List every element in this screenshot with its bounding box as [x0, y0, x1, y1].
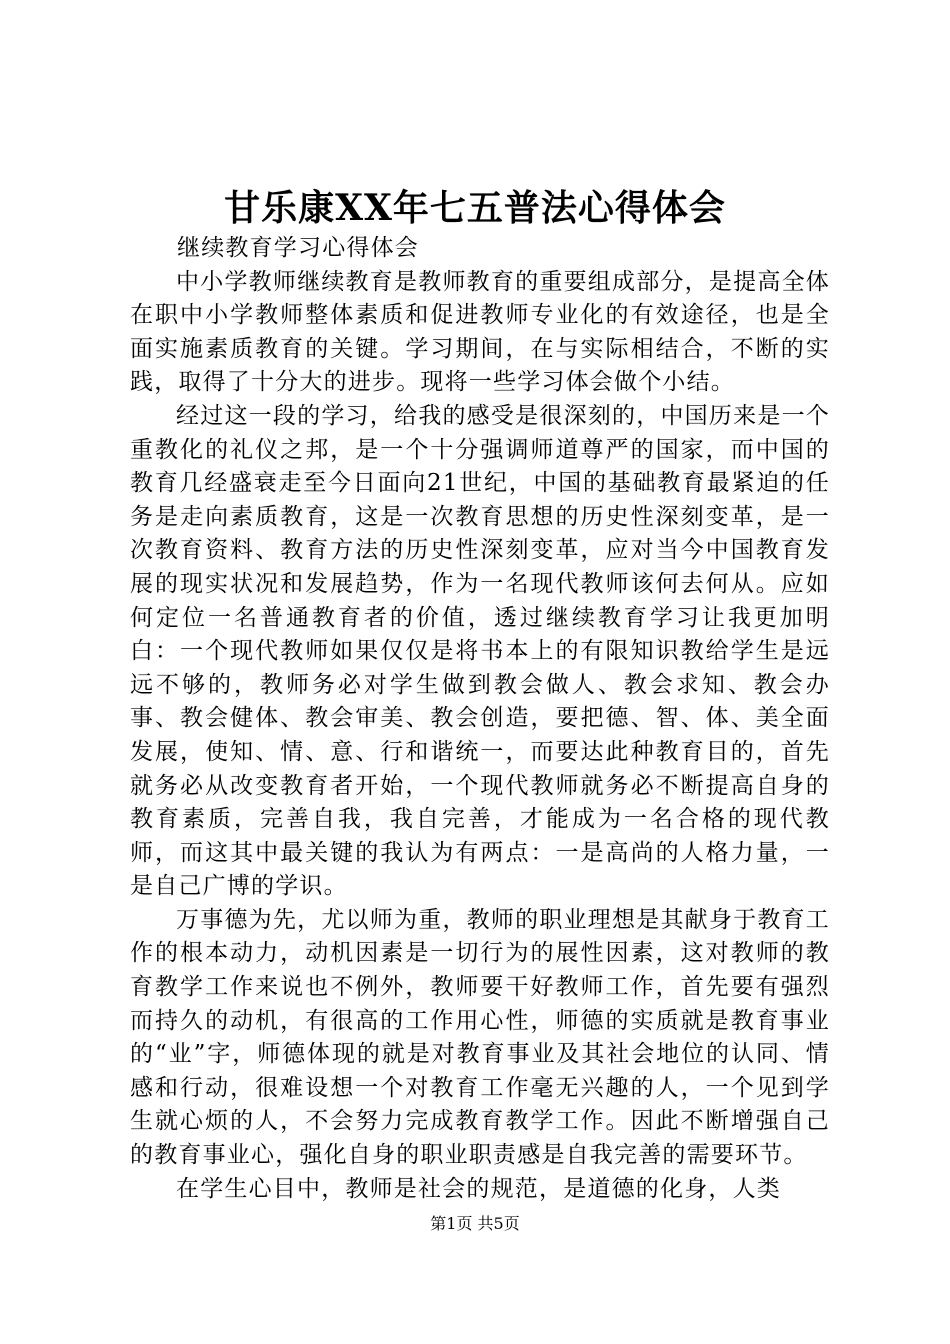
document-body: [130, 232, 830, 1206]
paragraph: 中小学教师继续教育是教师教育的重要组成部分，是提高全体在职中小学教师整体素质和促进教师专业化的有效途径，也是全面实施素质教育的关键。学习期间，在与实际相结合，不断的实践，取得了十分大的进步。现将一些学习体会做个小结。: [130, 268, 830, 396]
page-footer: 第1页 共5页: [430, 1214, 520, 1233]
paragraph: 在学生心目中，教师是社会的规范，是道德的化身，人类: [176, 1175, 781, 1202]
paragraph: 万事德为先，尤以师为重，教师的职业理想是其献身于教育工作的根本动力，动机因素是一切行为的展性因素，这对教师的教育教学工作来说也不例外，教师要干好教师工作，首先要有强烈而持久的动机，有很高的工作用心性，师德的实质就是教育事业的“业”字，师德体现的就是对教育事业及其社会地位的认同、情感和行动，很难设想一个对教育工作毫无兴趣的人，一个见到学生就心烦的人，不会努力完成教育教学工作。因此不断增强自己的教育事业心，强化自身的职业职责感是自我完善的需要环节。: [130, 906, 830, 1169]
document-subtitle: 继续教育学习心得体会: [177, 235, 419, 261]
paragraph: 经过这一段的学习，给我的感受是很深刻的，中国历来是一个重教化的礼仪之邦，是一个十分强调师道尊严的国家，而中国的教育几经盛衰走至今日面向21世纪，中国的基础教育最紧迫的任务是走向素质教育，这是一次教育思想的历史性深刻变革，是一次教育资料、教育方法的历史性深刻变革，应对当今中国教育发展的现实状况和发展趋势，作为一名现代教师该何去何从。应如何定位一名普通教育者的价值，透过继续教育学习让我更加明白：一个现代教师如果仅仅是将书本上的有限知识教给学生是远远不够的，教师务必对学生做到教会做人、教会求知、教会办事、教会健体、教会审美、教会创造，要把德、智、体、美全面发展，使知、情、意、行和谐统一，而要达此种教育目的，首先就务必从改变教育者开始，一个现代教师就务必不断提高自身的教育素质，完善自我，我自完善，才能成为一名合格的现代教师，而这其中最关键的我认为有两点：一是高尚的人格力量，一是自己广博的学识。: [130, 402, 830, 900]
document-title: 甘乐康XX年七五普法心得体会: [224, 187, 726, 229]
